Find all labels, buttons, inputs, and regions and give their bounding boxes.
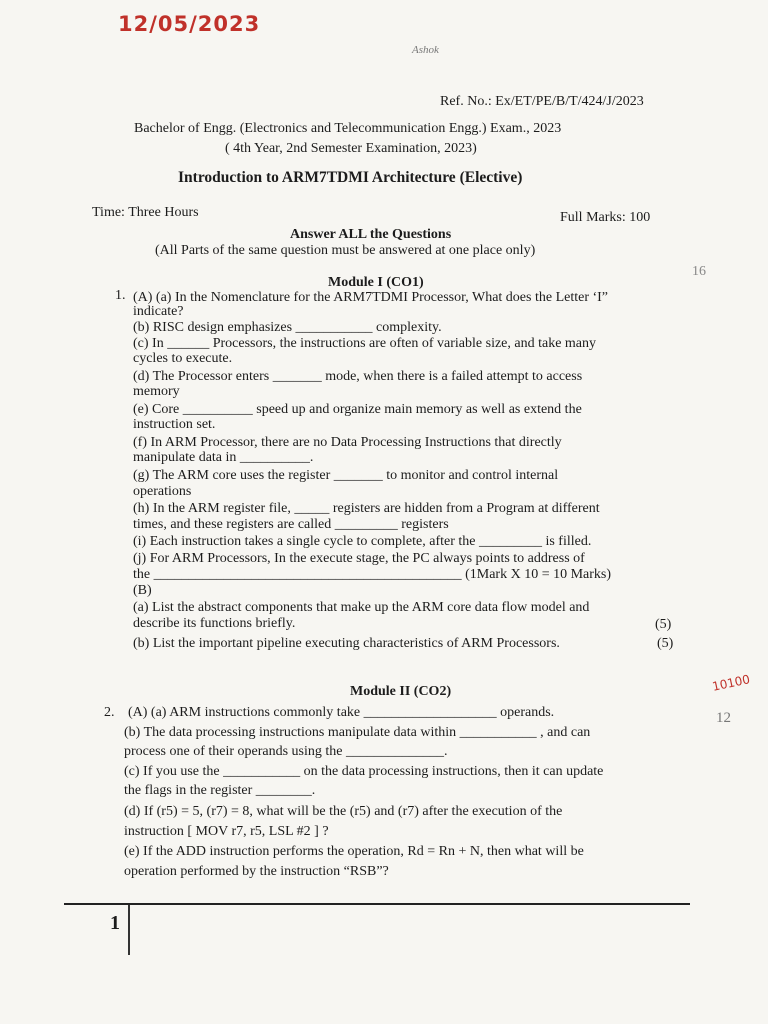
page-number: 1	[110, 912, 120, 934]
q1-line: operations	[133, 484, 192, 499]
q1-line: (d) The Processor enters _______ mode, when there is a failed attempt to access	[133, 369, 583, 384]
footer-rule	[64, 903, 690, 905]
q2-line: (b) The data processing instructions manipulate data within ___________ , and can	[124, 725, 591, 740]
q2-line: operation performed by the instruction “RSB”?	[124, 864, 389, 879]
q1-line: describe its functions briefly.	[133, 616, 296, 631]
q2-line: the flags in the register ________.	[124, 783, 316, 798]
margin-note-q2: 10100	[710, 672, 752, 694]
q2-line: instruction [ MOV r7, r5, LSL #2 ] ?	[124, 824, 329, 839]
q2-line: (d) If (r5) = 5, (r7) = 8, what will be the (r5) and (r7) after the execution of the	[124, 804, 563, 819]
paper-title: Introduction to ARM7TDMI Architecture (Elective)	[178, 169, 523, 186]
question-number-2: 2.	[104, 705, 115, 720]
q1-line: (c) In ______ Processors, the instructions are often of variable size, and take many	[133, 336, 597, 351]
module-2-title: Module II (CO2)	[350, 684, 452, 699]
q1-line: (j) For ARM Processors, In the execute stage, the PC always points to address of	[133, 551, 585, 566]
handwritten-initials: Ashok	[412, 44, 439, 56]
semester-line: ( 4th Year, 2nd Semester Examination, 2023)	[225, 141, 477, 156]
q1-line: (h) In the ARM register file, _____ registers are hidden from a Program at different	[133, 501, 600, 516]
margin-score-q1: 16	[692, 264, 706, 279]
q1-line: (f) In ARM Processor, there are no Data Processing Instructions that directly	[133, 435, 562, 450]
marks-b-a: (5)	[655, 617, 672, 632]
margin-score-q2: 12	[716, 710, 731, 726]
q1-line: (b) RISC design emphasizes ___________ complexity.	[133, 320, 442, 335]
instruction-answer-all: Answer ALL the Questions	[290, 227, 452, 242]
handwritten-date: 12/05/2023	[118, 12, 261, 36]
q1-line: (a) List the abstract components that make up the ARM core data flow model and	[133, 600, 590, 615]
q1-line: the ____________________________________________ (1Mark X 10 = 10 Marks)	[133, 567, 612, 582]
instruction-parts: (All Parts of the same question must be answered at one place only)	[155, 243, 536, 258]
q2-line: process one of their operands using the ______________.	[124, 744, 448, 759]
q1-line: (g) The ARM core uses the register _______ to monitor and control internal	[133, 468, 559, 483]
question-number-1: 1.	[115, 288, 126, 303]
q1-line: (e) Core __________ speed up and organize main memory as well as extend the	[133, 402, 582, 417]
footer-divider	[128, 905, 130, 955]
q1-line: (A) (a) In the Nomenclature for the ARM7TDMI Processor, What does the Letter ‘I”	[133, 290, 609, 305]
reference-number: Ref. No.: Ex/ET/PE/B/T/424/J/2023	[440, 94, 644, 109]
degree-line: Bachelor of Engg. (Electronics and Telecommunication Engg.) Exam., 2023	[134, 121, 562, 136]
q1-line: (b) List the important pipeline executing characteristics of ARM Processors.	[133, 636, 560, 651]
full-marks: Full Marks: 100	[560, 210, 651, 225]
q2-line: (c) If you use the ___________ on the data processing instructions, then it can update	[124, 764, 604, 779]
q1-line: memory	[133, 384, 180, 399]
q1-line: indicate?	[133, 304, 184, 319]
q2-line: (e) If the ADD instruction performs the operation, Rd = Rn + N, then what will be	[124, 844, 584, 859]
q1-line: manipulate data in __________.	[133, 450, 314, 465]
q1-line: (i) Each instruction takes a single cycle to complete, after the _________ is filled.	[133, 534, 592, 549]
q1-line: (B)	[133, 583, 152, 598]
marks-b-b: (5)	[657, 636, 674, 651]
module-1-title: Module I (CO1)	[328, 275, 424, 290]
q1-line: cycles to execute.	[133, 351, 233, 366]
q1-line: instruction set.	[133, 417, 216, 432]
q1-line: times, and these registers are called _________ registers	[133, 517, 449, 532]
time-allowed: Time: Three Hours	[92, 205, 199, 220]
q2-line: (A) (a) ARM instructions commonly take ___________________ operands.	[128, 705, 555, 720]
